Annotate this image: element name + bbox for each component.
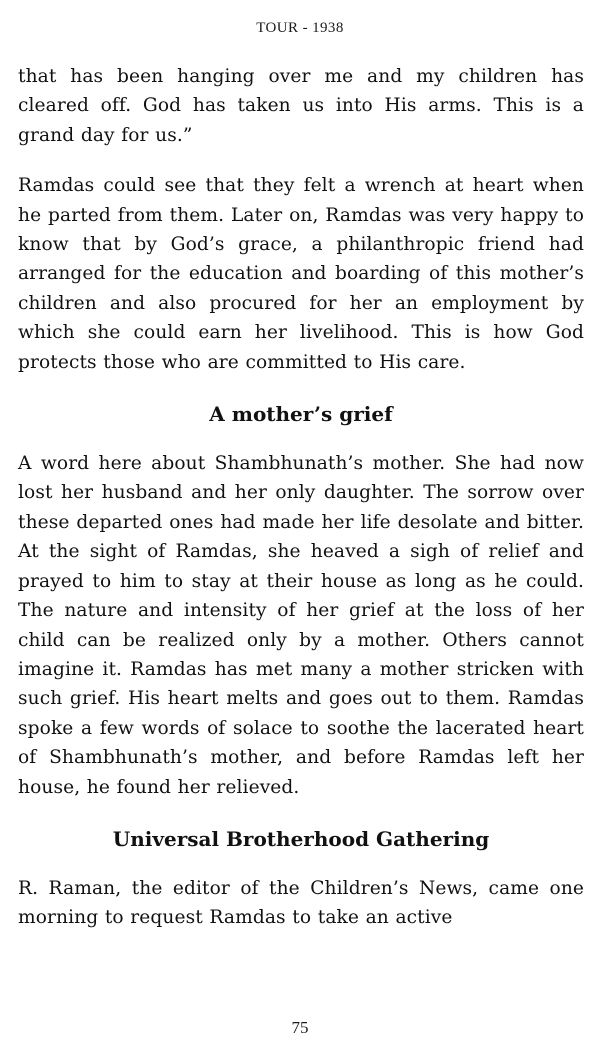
section-heading-universal-brotherhood: Universal Brotherhood Gathering: [112, 826, 490, 851]
running-head: TOUR - 1938: [256, 20, 344, 36]
paragraph-continued: that has been hanging over me and my children has cleared off. God has taken us into His arms. This is a grand day for us.”: [18, 66, 584, 146]
paragraph-ramdas-wrench: Ramdas could see that they felt a wrench at heart when he parted from them. Later on, Ramdas was very happy to know that by God’s grace, a philanthropic friend had arranged for the education and boarding of this mother’s children and also procured for her an employment by which she could earn her livelihood. This is how God protects those who are committed to His care.: [18, 175, 584, 373]
page-body: [18, 62, 584, 933]
paragraph-universal-brotherhood: R. Raman, the editor of the Children’s News, came one morning to request Ramdas to take an active: [18, 877, 584, 929]
paragraph-mothers-grief: A word here about Shambhunath’s mother. She had now lost her husband and her only daughter. The sorrow over these departed ones had made her life desolate and bitter. At the sight of Ramdas, she heaved a sigh of relief and prayed to him to stay at their house as long as he could. The nature and intensity of her grief at the loss of her child can be realized only by a mother. Others cannot imagine it. Ramdas has met many a mother stricken with such grief. His heart melts and goes out to them. Ramdas spoke a few words of solace to soothe the lacerated heart of Shambhunath’s mother, and before Ramdas left her house, he found her relieved.: [18, 453, 584, 798]
page-number: 75: [291, 1018, 309, 1037]
section-heading-mothers-grief: A mother’s grief: [209, 402, 393, 427]
